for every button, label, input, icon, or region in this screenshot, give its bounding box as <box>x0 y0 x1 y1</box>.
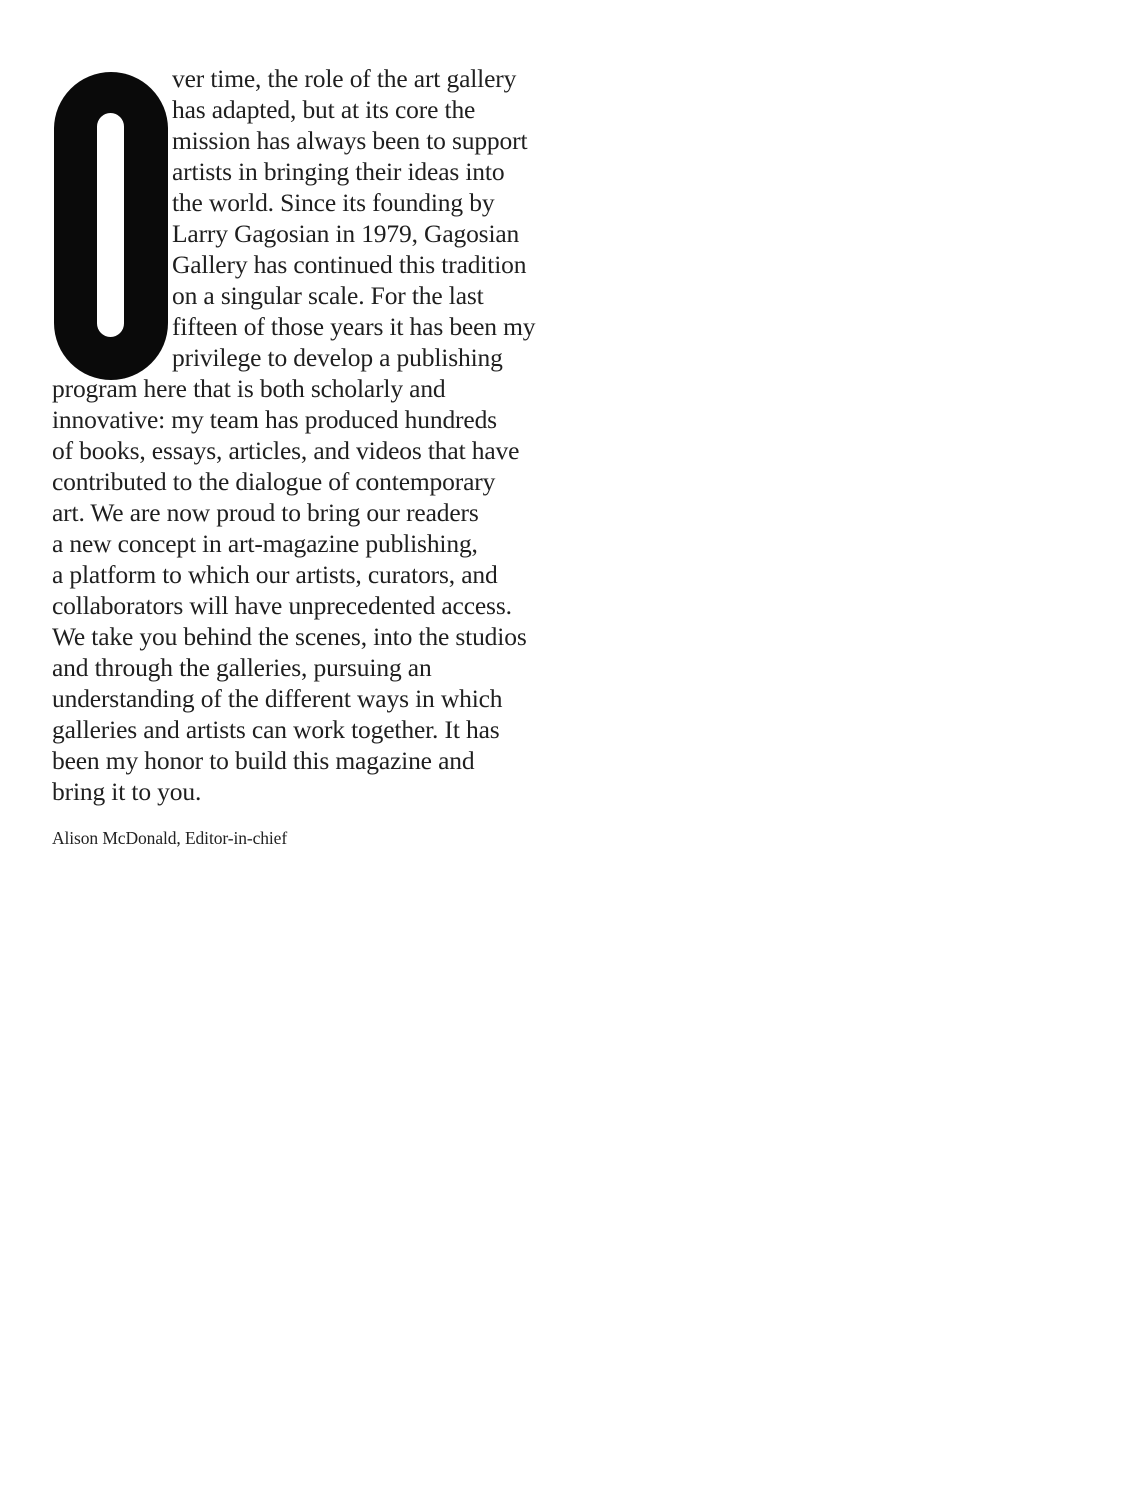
text-line: been my honor to build this magazine and <box>52 746 475 775</box>
text-line: bring it to you. <box>52 777 202 806</box>
dropcap-letter-o <box>54 72 168 380</box>
text-line: a new concept in art-magazine publishing, <box>52 529 478 558</box>
text-line: innovative: my team has produced hundreds <box>52 405 497 434</box>
text-line: collaborators will have unprecedented access. <box>52 591 512 620</box>
text-line: artists in bringing their ideas into <box>172 157 505 186</box>
text-line: contributed to the dialogue of contemporary <box>52 467 496 496</box>
dropcap-counter <box>97 113 124 337</box>
text-line: mission has always been to support <box>172 126 528 155</box>
text-line: ver time, the role of the art gallery <box>172 64 517 93</box>
text-line: has adapted, but at its core the <box>172 95 476 124</box>
text-line: of books, essays, articles, and videos that have <box>52 436 520 465</box>
text-line: and through the galleries, pursuing an <box>52 653 432 682</box>
text-line: art. We are now proud to bring our readers <box>52 498 479 527</box>
text-line: the world. Since its founding by <box>172 188 495 217</box>
intro-paragraph-full <box>52 373 527 807</box>
intro-paragraph-wrapped <box>172 63 535 373</box>
text-line: on a singular scale. For the last <box>172 281 484 310</box>
text-line: understanding of the different ways in which <box>52 684 503 713</box>
text-line: program here that is both scholarly and <box>52 374 446 403</box>
text-line: Gallery has continued this tradition <box>172 250 527 279</box>
text-line: a platform to which our artists, curators, and <box>52 560 498 589</box>
text-line: galleries and artists can work together. It has <box>52 715 500 744</box>
text-line: Larry Gagosian in 1979, Gagosian <box>172 219 520 248</box>
text-line: We take you behind the scenes, into the studios <box>52 622 527 651</box>
byline: Alison McDonald, Editor-in-chief <box>52 828 288 848</box>
text-line: fifteen of those years it has been my <box>172 312 536 341</box>
text-line: privilege to develop a publishing <box>172 343 503 372</box>
